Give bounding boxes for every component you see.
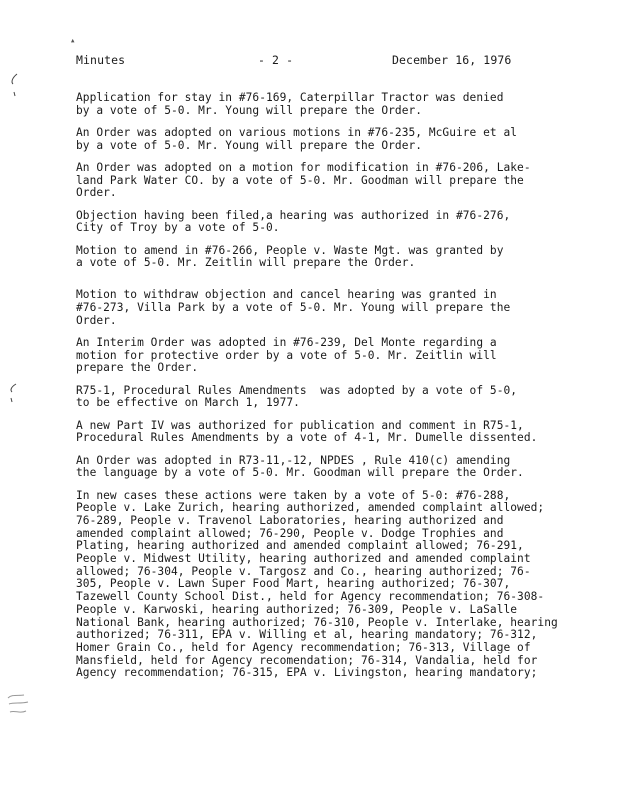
paragraph: An Interim Order was adopted in #76-239, Del Monte regarding a motion for protective order by a vote of 5-0. Mr. Zeitlin will prepare the Order. xyxy=(76,335,497,375)
paragraph: In new cases these actions were taken by a vote of 5-0: #76-288, People v. Lake Zurich, hearing authorized, amended complaint allowed; 76-289, People v. Travenol Laboratories, hearing authorized and amended complaint allowed; 76-290, People v. Dodge Trophies and Plating, hearing authorized and amended complaint allowed; 76-291, People v. Midwest Utility, hearing authorized and amended complaint allowed; 76-304, People v. Targosz and Co., hearing authorized; 76- 305, People v. Lawn Super Food Mart, hearing authorized; 76-307, Tazewell County School Dist., held for Agency recommendation; 76-308- People v. Karwoski, hearing authorized; 76-309, People v. LaSalle National Bank, hearing authorized; 76-310, People v. Interlake, hearing authorized; 76-311, EPA v. Willing et al, hearing mandatory; 76-312, Homer Grain Co., held for Agency recommendation; 76-313, Village of Mansfield, held for Agency recomendation; 76-314, Vandalia, held for Agency recommendation; 76-315, EPA v. Livingston, hearing mandatory; xyxy=(76,488,558,680)
scan-mark xyxy=(8,70,20,100)
paragraph: R75-1, Procedural Rules Amendments was adopted by a vote of 5-0, to be effective on March 1, 1977. xyxy=(76,383,518,410)
paragraph: Motion to amend in #76-266, People v. Waste Mgt. was granted by a vote of 5-0. Mr. Zeitlin will prepare the Order. xyxy=(76,243,504,270)
paragraph: Motion to withdraw objection and cancel hearing was granted in #76-273, Villa Park by a vote of 5-0. Mr. Young will prepare the Order. xyxy=(76,288,511,327)
scan-smudge xyxy=(6,690,32,720)
paragraph: A new Part IV was authorized for publication and comment in R75-1, Procedural Rules Amendments by a vote of 4-1, Mr. Dumelle dissented. xyxy=(76,418,538,445)
paragraph: An Order was adopted in R73-11,-12, NPDES , Rule 410(c) amending the language by a vote of 5-0. Mr. Goodman will prepare the Order. xyxy=(76,453,524,480)
minutes-body xyxy=(76,92,576,690)
header-section-title: Minutes xyxy=(76,53,126,67)
paragraph: Objection having been filed,a hearing was authorized in #76-276, City of Troy by a vote of 5-0. xyxy=(76,208,511,235)
paragraph: Application for stay in #76-169, Caterpillar Tractor was denied by a vote of 5-0. Mr. Young will prepare the Order. xyxy=(76,91,504,117)
paragraph: An Order was adopted on various motions in #76-235, McGuire et al by a vote of 5-0. Mr. Young will prepare the Order. xyxy=(76,126,518,152)
page-header xyxy=(76,53,558,69)
page-number: - 2 - xyxy=(258,53,294,67)
scan-mark xyxy=(6,380,18,410)
header-date: December 16, 1976 xyxy=(392,53,512,67)
scan-speck: ▴ xyxy=(70,36,76,46)
paragraph: An Order was adopted on a motion for modification in #76-206, Lake- land Park Water CO. by a vote of 5-0. Mr. Goodman will prepare the Order. xyxy=(76,161,531,200)
